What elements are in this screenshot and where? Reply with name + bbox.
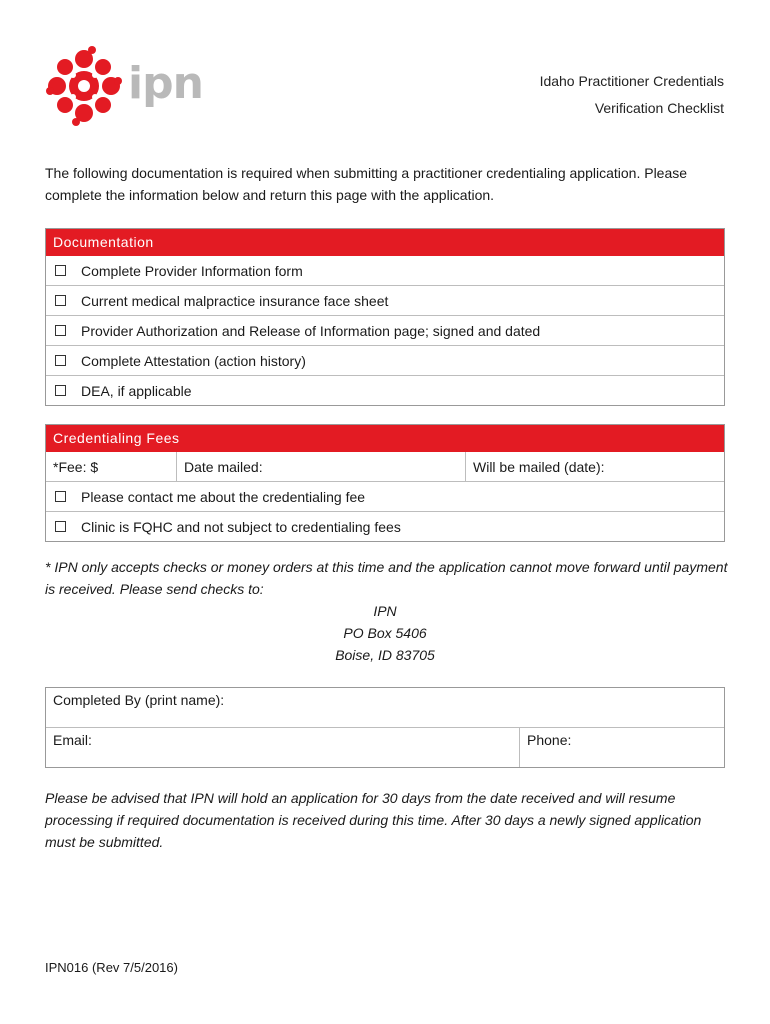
advisory-note: Please be advised that IPN will hold an application for 30 days from the date received and will resume processing if required documentation is received during this time. After 30 days a newly signed application must be submitted. bbox=[45, 790, 702, 850]
fee-option-label: Please contact me about the credentialing fee bbox=[81, 488, 366, 505]
checklist-item bbox=[46, 345, 724, 375]
will-be-mailed-field[interactable] bbox=[465, 452, 724, 481]
fees-section bbox=[45, 424, 725, 542]
page-title bbox=[540, 68, 724, 122]
mailing-address bbox=[0, 600, 770, 666]
address-line-2: PO Box 5406 bbox=[343, 625, 427, 641]
contact-section bbox=[45, 687, 725, 768]
title-line-1: Idaho Practitioner Credentials bbox=[539, 73, 724, 89]
completed-by-label: Completed By (print name): bbox=[53, 692, 225, 708]
checklist-item-label: Complete Attestation (action history) bbox=[81, 352, 306, 369]
date-mailed-label: Date mailed: bbox=[184, 458, 263, 475]
fee-fields-row bbox=[46, 452, 724, 481]
completed-by-field[interactable] bbox=[46, 688, 724, 727]
checkbox[interactable] bbox=[55, 355, 66, 366]
logo-wordmark: ipn bbox=[128, 58, 203, 109]
documentation-heading: Documentation bbox=[46, 229, 724, 256]
checklist-item bbox=[46, 256, 724, 285]
checklist-item bbox=[46, 375, 724, 405]
fee-option bbox=[46, 511, 724, 541]
fee-field[interactable] bbox=[46, 452, 176, 481]
will-be-mailed-label: Will be mailed (date): bbox=[473, 458, 605, 475]
checkbox[interactable] bbox=[55, 385, 66, 396]
checkbox[interactable] bbox=[55, 325, 66, 336]
email-field[interactable] bbox=[46, 728, 520, 767]
checkbox[interactable] bbox=[55, 295, 66, 306]
checkbox[interactable] bbox=[55, 521, 66, 532]
date-mailed-field[interactable] bbox=[176, 452, 465, 481]
documentation-section bbox=[45, 228, 725, 406]
email-label: Email: bbox=[53, 732, 92, 748]
payment-note: * IPN only accepts checks or money orders at this time and the application cannot move forward until payment is received. Please send checks to: bbox=[45, 559, 728, 597]
fees-heading: Credentialing Fees bbox=[46, 425, 724, 452]
form-revision: IPN016 (Rev 7/5/2016) bbox=[45, 960, 178, 975]
checklist-item bbox=[46, 315, 724, 345]
fee-option-label: Clinic is FQHC and not subject to credentialing fees bbox=[81, 518, 401, 535]
phone-field[interactable] bbox=[520, 728, 724, 767]
checklist-item-label: Complete Provider Information form bbox=[81, 262, 303, 279]
checklist-item bbox=[46, 285, 724, 315]
checkbox[interactable] bbox=[55, 265, 66, 276]
email-phone-row bbox=[46, 727, 724, 767]
fee-option bbox=[46, 481, 724, 511]
address-line-1: IPN bbox=[373, 603, 397, 619]
title-line-2: Verification Checklist bbox=[594, 100, 724, 116]
address-line-3: Boise, ID 83705 bbox=[335, 647, 435, 663]
intro-paragraph: The following documentation is required when submitting a practitioner credentialing application. Please complete the information below and return this page with the application. bbox=[45, 165, 688, 203]
checklist-item-label: DEA, if applicable bbox=[81, 382, 192, 399]
checklist-item-label: Provider Authorization and Release of Information page; signed and dated bbox=[81, 322, 541, 339]
fee-label: *Fee: $ bbox=[53, 458, 99, 475]
checklist-item-label: Current medical malpractice insurance face sheet bbox=[81, 292, 389, 309]
completed-by-row bbox=[46, 688, 724, 727]
checkbox[interactable] bbox=[55, 491, 66, 502]
phone-label: Phone: bbox=[527, 732, 572, 748]
